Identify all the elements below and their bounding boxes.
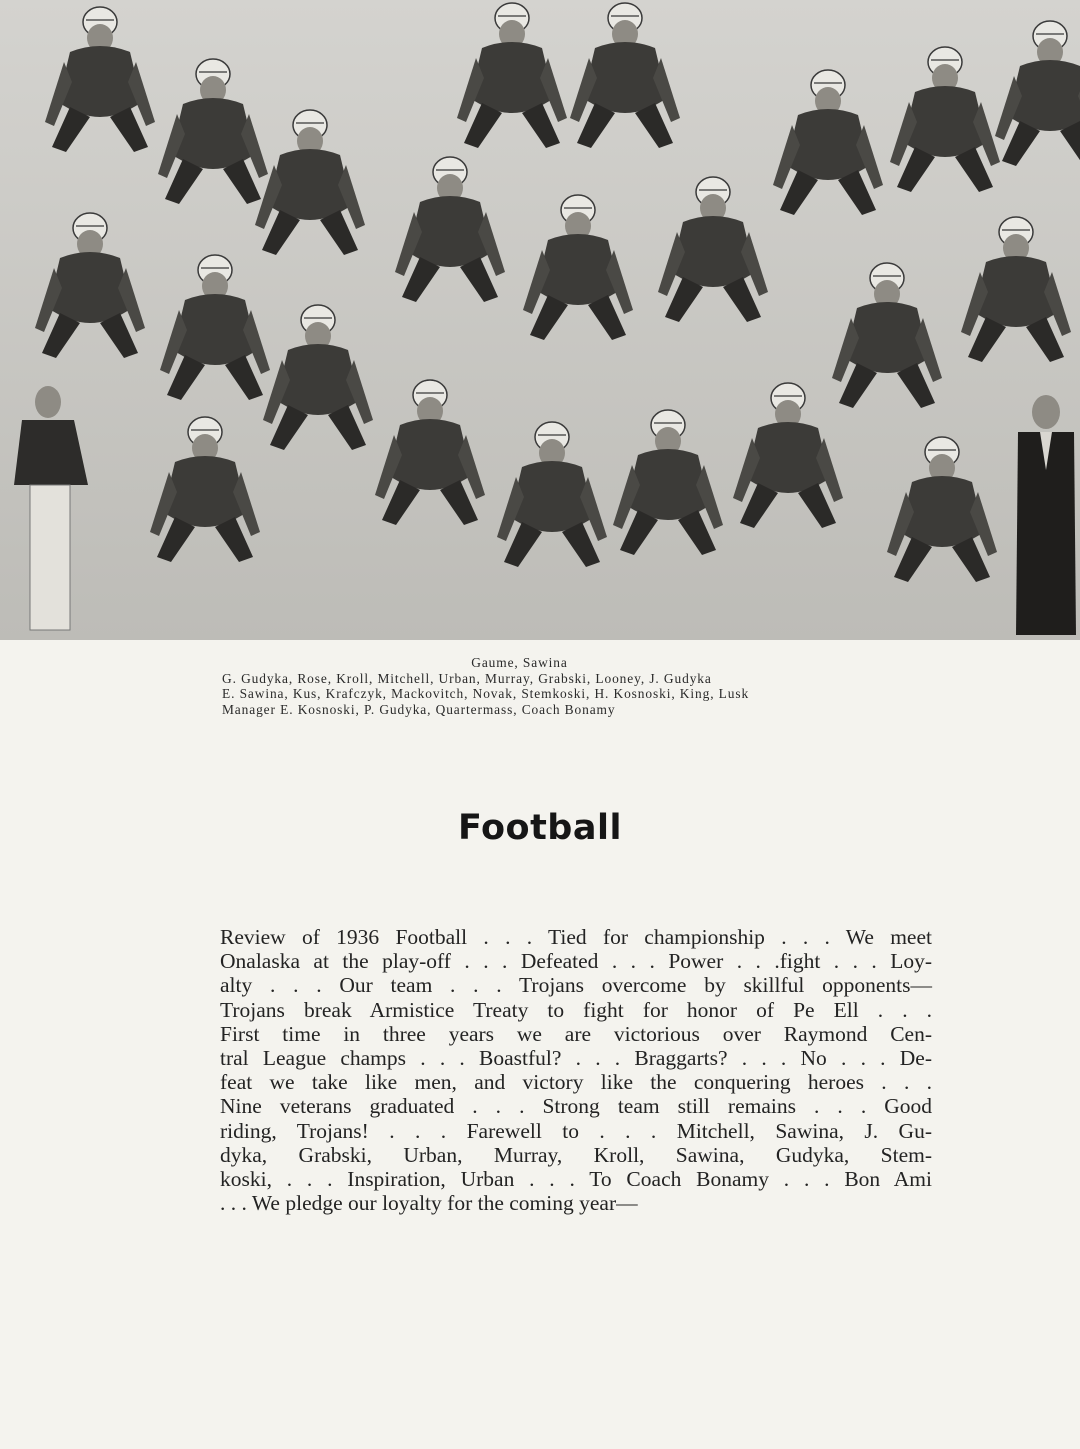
caption-line-4: Manager E. Kosnoski, P. Gudyka, Quartermass, Coach Bonamy [222, 701, 616, 717]
review-line: koski, . . . Inspiration, Urban . . . To Coach Bonamy . . . Bon Ami [220, 1167, 932, 1192]
review-line: tral League champs . . . Boastful? . . . Braggarts? . . . No . . . De- [220, 1046, 932, 1071]
review-line: Trojans break Armistice Treaty to fight for honor of Pe Ell . . . [220, 997, 932, 1022]
review-paragraph [220, 925, 932, 1215]
review-line: . . . We pledge our loyalty for the coming year— [220, 1191, 638, 1216]
review-line: alty . . . Our team . . . Trojans overcome by skillful opponents— [220, 973, 932, 998]
page-title: Football [458, 808, 622, 848]
review-line: riding, Trojans! . . . Farewell to . . . Mitchell, Sawina, J. Gu- [220, 1118, 932, 1143]
review-line: First time in three years we are victorious over Raymond Cen- [220, 1021, 932, 1046]
caption-line-1: Gaume, Sawina [471, 655, 568, 670]
team-photo [0, 0, 1080, 640]
photo-caption [222, 655, 942, 717]
review-line: dyka, Grabski, Urban, Murray, Kroll, Sawina, Gudyka, Stem- [220, 1142, 932, 1167]
review-line: feat we take like men, and victory like the conquering heroes . . . [220, 1070, 932, 1095]
team-photo-icon [0, 0, 1080, 640]
caption-line-3: E. Sawina, Kus, Krafczyk, Mackovitch, Novak, Stemkoski, H. Kosnoski, King, Lusk [222, 686, 750, 701]
review-line: Nine veterans graduated . . . Strong team still remains . . . Good [220, 1094, 932, 1119]
caption-line-2: G. Gudyka, Rose, Kroll, Mitchell, Urban, Murray, Grabski, Looney, J. Gudyka [222, 670, 712, 686]
review-line: Onalaska at the play-off . . . Defeated . . . Power . . .fight . . . Loy- [220, 949, 932, 974]
review-line: Review of 1936 Football . . . Tied for championship . . . We meet [220, 925, 932, 949]
